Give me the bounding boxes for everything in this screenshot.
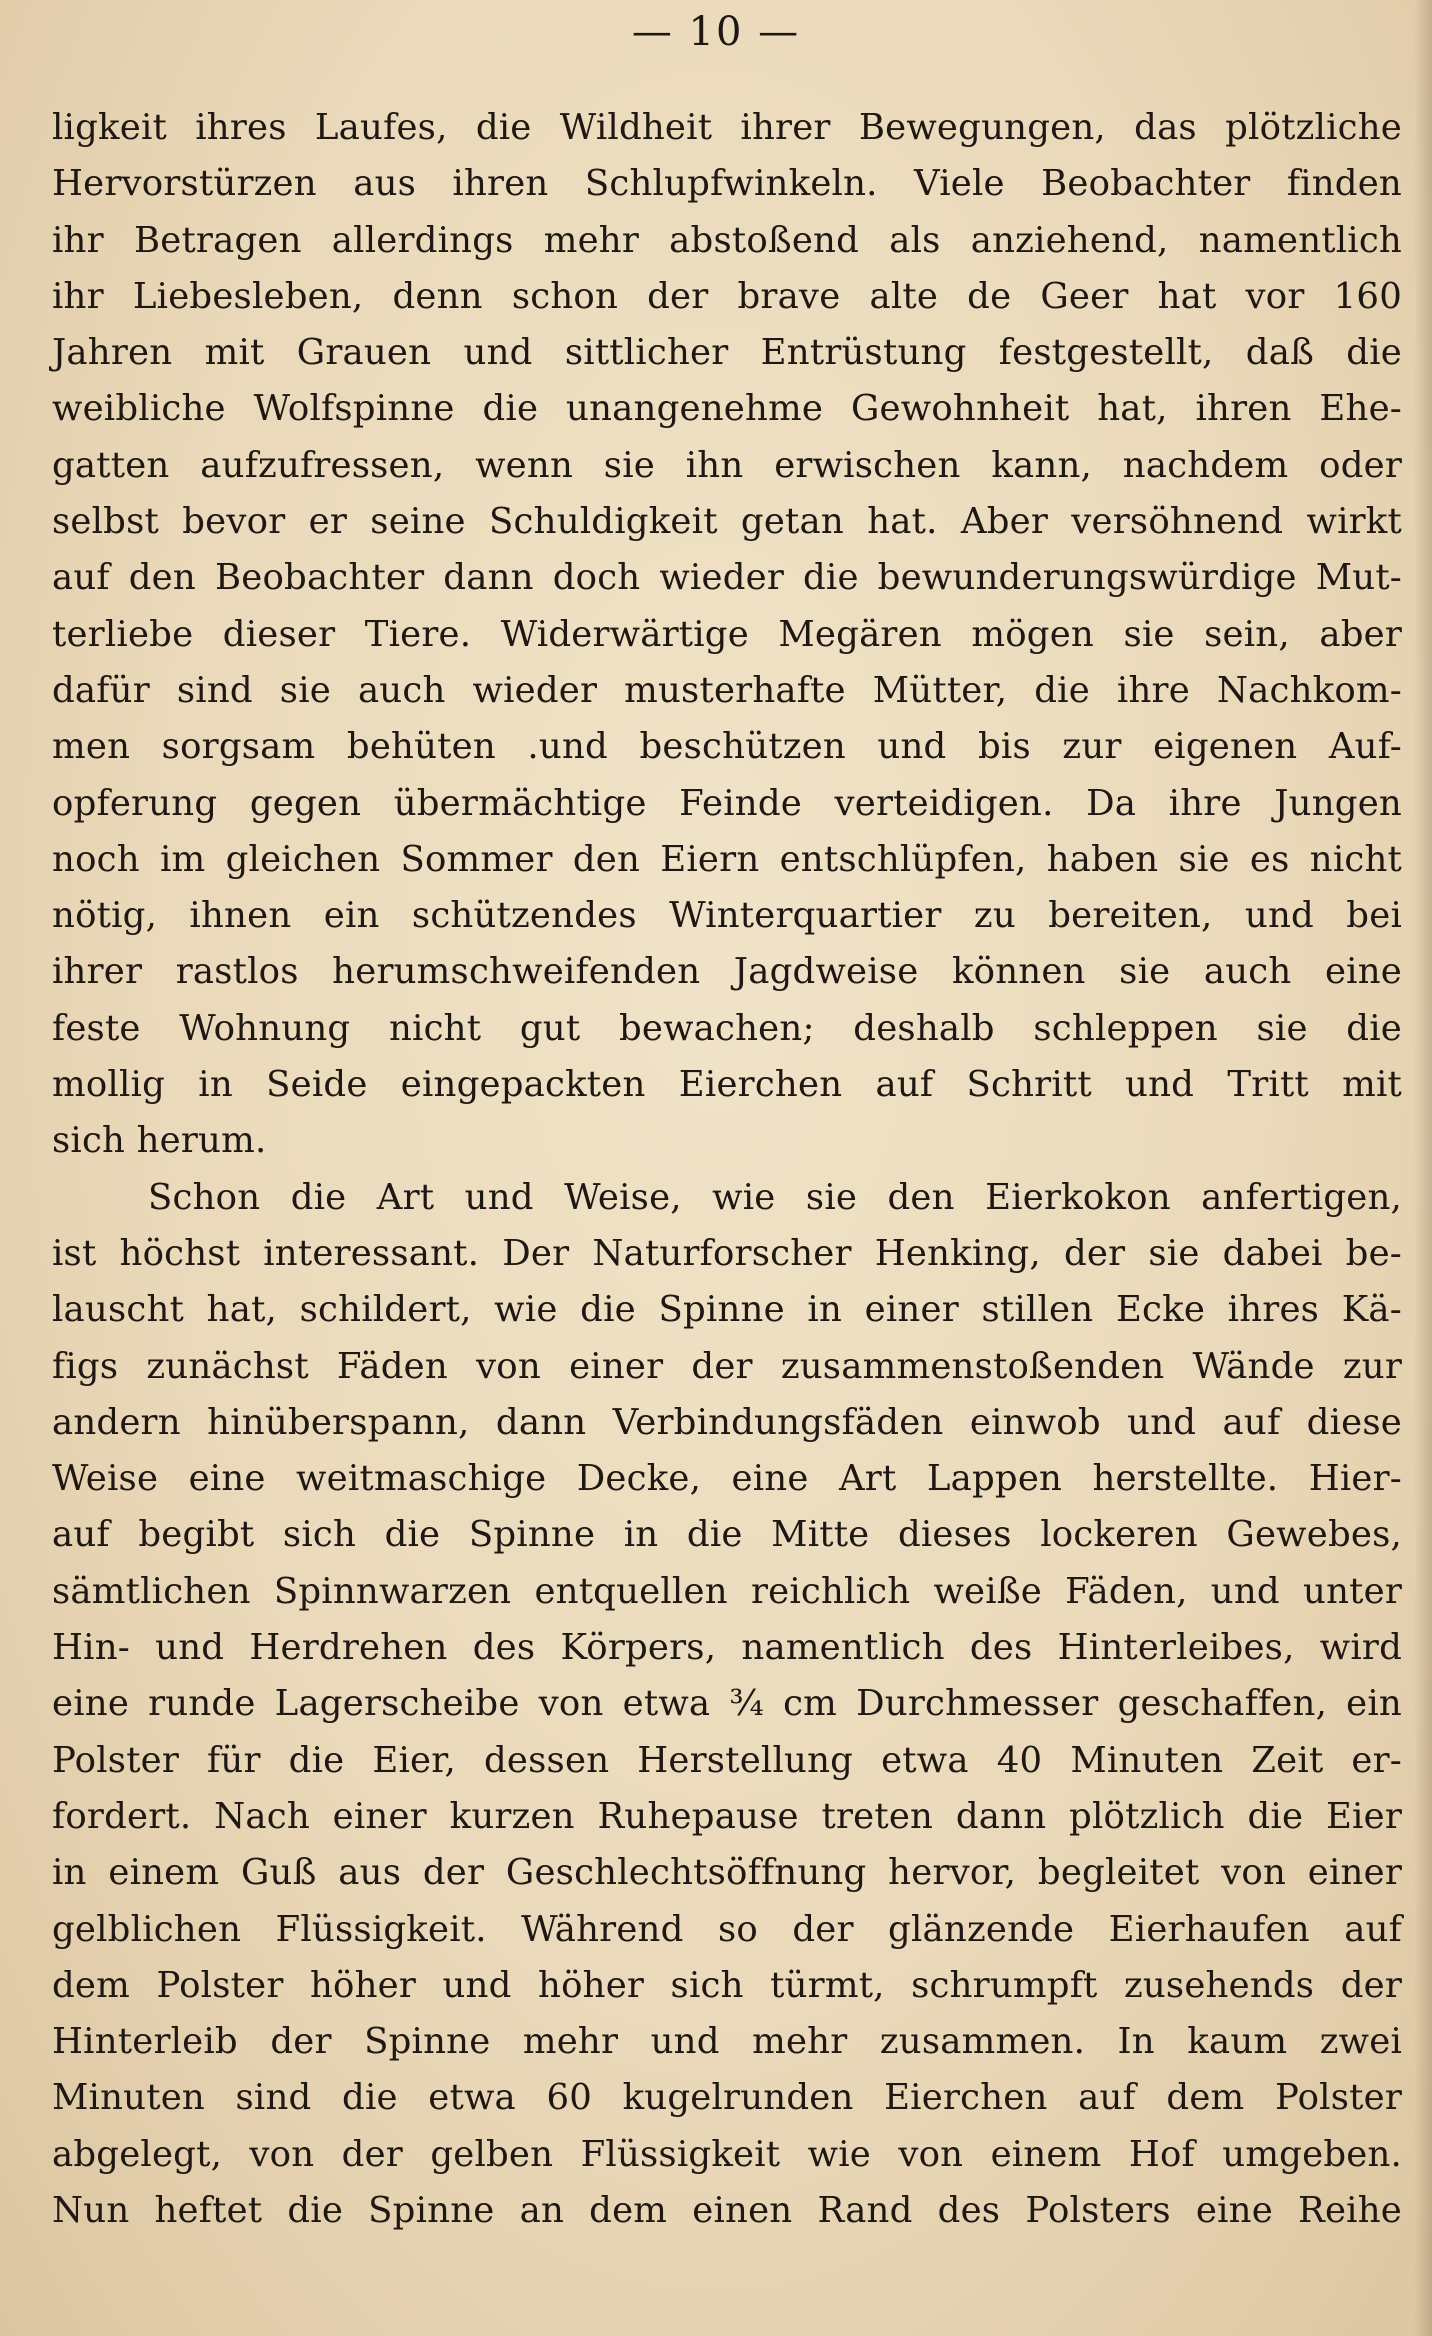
text-line: ihr Betragen allerdings mehr abstoßend als anziehend, namentlich bbox=[52, 219, 1402, 261]
text-line: auf begibt sich die Spinne in die Mitte dieses lockeren Gewebes, bbox=[52, 1514, 1402, 1556]
text-line: auf den Beobachter dann doch wieder die bewunderungswürdige Mut- bbox=[52, 557, 1402, 599]
paragraph-1 bbox=[52, 100, 1402, 1170]
text-line: Minuten sind die etwa 60 kugelrunden Eierchen auf dem Polster bbox=[52, 2077, 1402, 2119]
page-edge-shadow bbox=[1414, 0, 1432, 2336]
text-line: gelblichen Flüssigkeit. Während so der glänzende Eierhaufen auf bbox=[52, 1908, 1402, 1950]
page-number: — 10 — bbox=[631, 9, 801, 55]
text-line: ihr Liebesleben, denn schon der brave alte de Geer hat vor 160 bbox=[52, 275, 1402, 317]
text-line: feste Wohnung nicht gut bewachen; deshalb schleppen sie die bbox=[52, 1007, 1402, 1049]
text-line: lauscht hat, schildert, wie die Spinne in einer stillen Ecke ihres Kä- bbox=[52, 1289, 1402, 1331]
text-line: Polster für die Eier, dessen Herstellung etwa 40 Minuten Zeit er- bbox=[52, 1739, 1402, 1781]
text-line: ihrer rastlos herumschweifenden Jagdweise können sie auch eine bbox=[52, 951, 1402, 993]
text-line: in einem Guß aus der Geschlechtsöffnung hervor, begleitet von einer bbox=[52, 1852, 1402, 1894]
text-line: noch im gleichen Sommer den Eiern entschlüpfen, haben sie es nicht bbox=[52, 838, 1402, 880]
text-line: sämtlichen Spinnwarzen entquellen reichlich weiße Fäden, und unter bbox=[52, 1570, 1402, 1612]
text-line: dem Polster höher und höher sich türmt, schrumpft zusehends der bbox=[52, 1964, 1402, 2006]
text-line: gatten aufzufressen, wenn sie ihn erwischen kann, nachdem oder bbox=[52, 444, 1402, 486]
text-line: abgelegt, von der gelben Flüssigkeit wie von einem Hof umgeben. bbox=[52, 2133, 1402, 2175]
text-line: andern hinüberspann, dann Verbindungsfäden einwob und auf diese bbox=[52, 1401, 1402, 1443]
text-line: Hin- und Herdrehen des Körpers, namentlich des Hinterleibes, wird bbox=[52, 1627, 1402, 1669]
text-line: dafür sind sie auch wieder musterhafte Mütter, die ihre Nachkom- bbox=[52, 669, 1402, 711]
text-line: opferung gegen übermächtige Feinde verteidigen. Da ihre Jungen bbox=[52, 782, 1402, 824]
text-line: figs zunächst Fäden von einer der zusammenstoßenden Wände zur bbox=[52, 1345, 1402, 1387]
text-line: men sorgsam behüten .und beschützen und bis zur eigenen Auf- bbox=[52, 726, 1402, 768]
text-line: ist höchst interessant. Der Naturforscher Henking, der sie dabei be- bbox=[52, 1232, 1402, 1274]
text-line: ligkeit ihres Laufes, die Wildheit ihrer Bewegungen, das plötzliche bbox=[52, 107, 1402, 148]
text-line: selbst bevor er seine Schuldigkeit getan hat. Aber versöhnend wirkt bbox=[52, 501, 1402, 543]
body-text bbox=[52, 100, 1402, 2239]
text-line: Nun heftet die Spinne an dem einen Rand des Polsters eine Reihe bbox=[52, 2189, 1402, 2231]
text-line: fordert. Nach einer kurzen Ruhepause treten dann plötzlich die Eier bbox=[52, 1795, 1402, 1837]
text-line: mollig in Seide eingepackten Eierchen auf Schritt und Tritt mit bbox=[52, 1064, 1402, 1106]
text-line: nötig, ihnen ein schützendes Winterquartier zu bereiten, und bei bbox=[52, 895, 1402, 937]
text-line: Jahren mit Grauen und sittlicher Entrüstung festgestellt, daß die bbox=[52, 332, 1402, 374]
text-line: Hervorstürzen aus ihren Schlupfwinkeln. Viele Beobachter finden bbox=[52, 163, 1402, 205]
paragraph-2 bbox=[52, 1170, 1402, 2240]
text-line: weibliche Wolfspinne die unangenehme Gewohnheit hat, ihren Ehe- bbox=[52, 388, 1402, 430]
text-line: sich herum. bbox=[52, 1120, 267, 1162]
text-line: Schon die Art und Weise, wie sie den Eierkokon anfertigen, bbox=[148, 1176, 1402, 1218]
text-line: Hinterleib der Spinne mehr und mehr zusammen. In kaum zwei bbox=[52, 2021, 1402, 2063]
text-line: Weise eine weitmaschige Decke, eine Art Lappen herstellte. Hier- bbox=[52, 1458, 1402, 1500]
text-line: eine runde Lagerscheibe von etwa ¾ cm Durchmesser geschaffen, ein bbox=[52, 1683, 1402, 1725]
text-line: terliebe dieser Tiere. Widerwärtige Megären mögen sie sein, aber bbox=[52, 613, 1402, 655]
